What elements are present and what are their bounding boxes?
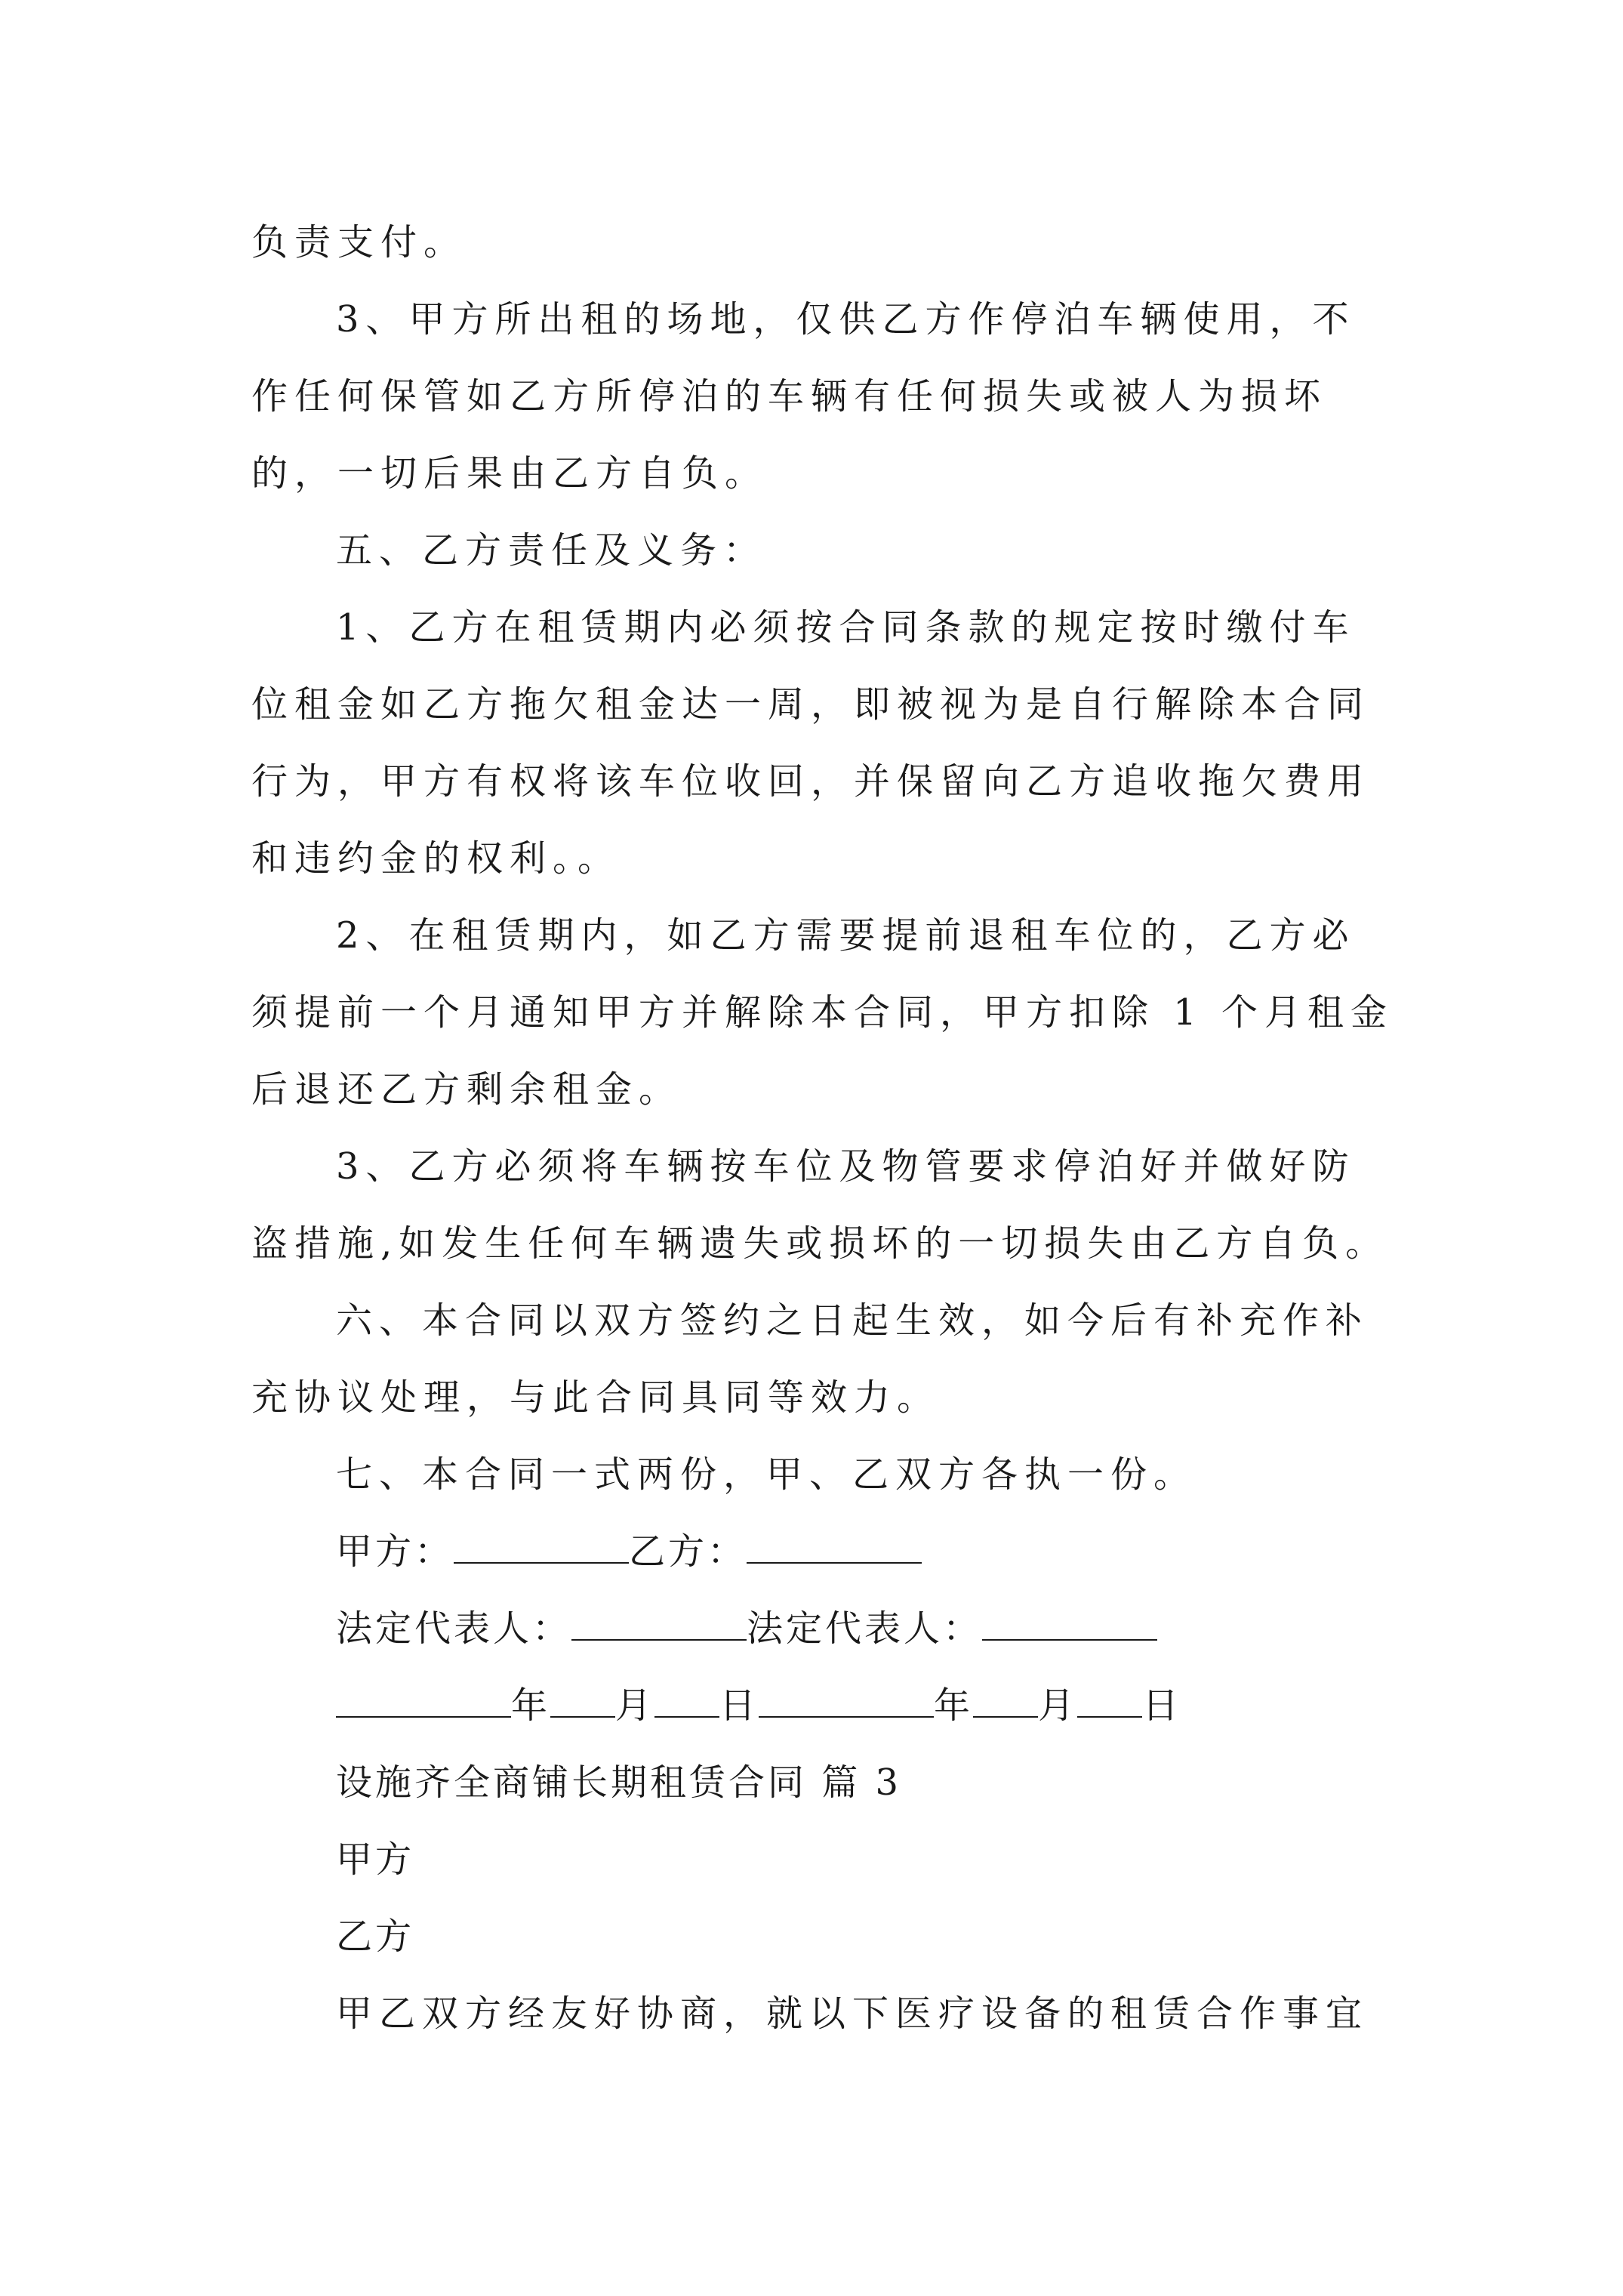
day-b-blank	[1077, 1686, 1142, 1718]
rep-a-label: 法定代表人：	[336, 1607, 572, 1650]
text-line: 1、乙方在租赁期内必须按合同条款的规定按时缴付车	[336, 606, 1356, 649]
text-line: 和违约金的权利。。	[251, 837, 621, 880]
month-b-blank	[973, 1686, 1038, 1718]
rep-b-blank	[982, 1609, 1157, 1641]
signature-rep-line	[251, 1590, 1384, 1667]
section-title: 设施齐全商铺长期租赁合同 篇 3	[336, 1761, 902, 1804]
signature-party-line	[251, 1513, 1384, 1590]
party-a-blank	[454, 1532, 629, 1564]
month-a-blank	[550, 1686, 615, 1718]
day-label: 日	[719, 1684, 759, 1727]
text-line: 3、甲方所出租的场地，仅供乙方作停泊车辆使用，不	[336, 298, 1356, 341]
day-label: 日	[1142, 1684, 1182, 1727]
text-line: 盗措施,如发生任何车辆遗失或损坏的一切损失由乙方自负。	[251, 1222, 1389, 1265]
rep-b-label: 法定代表人：	[747, 1607, 983, 1650]
text-line: 六、本合同以双方签约之日起生效，如今后有补充作补	[336, 1299, 1369, 1342]
text-line: 充协议处理，与此合同具同等效力。	[251, 1376, 941, 1419]
month-label: 月	[1038, 1684, 1078, 1727]
text-line: 作任何保管如乙方所停泊的车辆有任何损失或被人为损坏	[251, 375, 1328, 418]
year-a-blank	[336, 1686, 511, 1718]
text-line: 3、乙方必须将车辆按车位及物管要求停泊好并做好防	[336, 1145, 1356, 1188]
party-b-heading: 乙方	[336, 1915, 415, 1958]
party-a-label: 甲方：	[336, 1530, 454, 1573]
party-b-label: 乙方：	[629, 1530, 747, 1573]
year-label: 年	[934, 1684, 974, 1727]
document-body	[251, 204, 1394, 2052]
text-line: 七、本合同一式两份，甲、乙双方各执一份。	[336, 1453, 1197, 1496]
text-line: 须提前一个月通知甲方并解除本合同，甲方扣除 1 个月租金	[251, 991, 1394, 1034]
day-a-blank	[654, 1686, 719, 1718]
year-label: 年	[511, 1684, 551, 1727]
party-a-heading: 甲方	[336, 1838, 415, 1881]
rep-a-blank	[571, 1609, 747, 1641]
month-label: 月	[615, 1684, 655, 1727]
text-line: 后退还乙方剩余租金。	[251, 1068, 682, 1111]
text-line: 行为，甲方有权将该车位收回，并保留向乙方追收拖欠费用	[251, 760, 1371, 803]
year-b-blank	[759, 1686, 934, 1718]
text-line: 甲乙双方经友好协商，就以下医疗设备的租赁合作事宜	[336, 1992, 1369, 2035]
text-line: 位租金如乙方拖欠租金达一周，即被视为是自行解除本合同	[251, 683, 1371, 726]
text-line: 负责支付。	[251, 221, 467, 264]
party-b-blank	[747, 1532, 922, 1564]
signature-date-line	[251, 1667, 1384, 1744]
text-line: 2、在租赁期内，如乙方需要提前退租车位的，乙方必	[336, 914, 1356, 957]
text-line: 的，一切后果由乙方自负。	[251, 452, 768, 495]
section-heading: 五、乙方责任及义务：	[336, 529, 767, 572]
